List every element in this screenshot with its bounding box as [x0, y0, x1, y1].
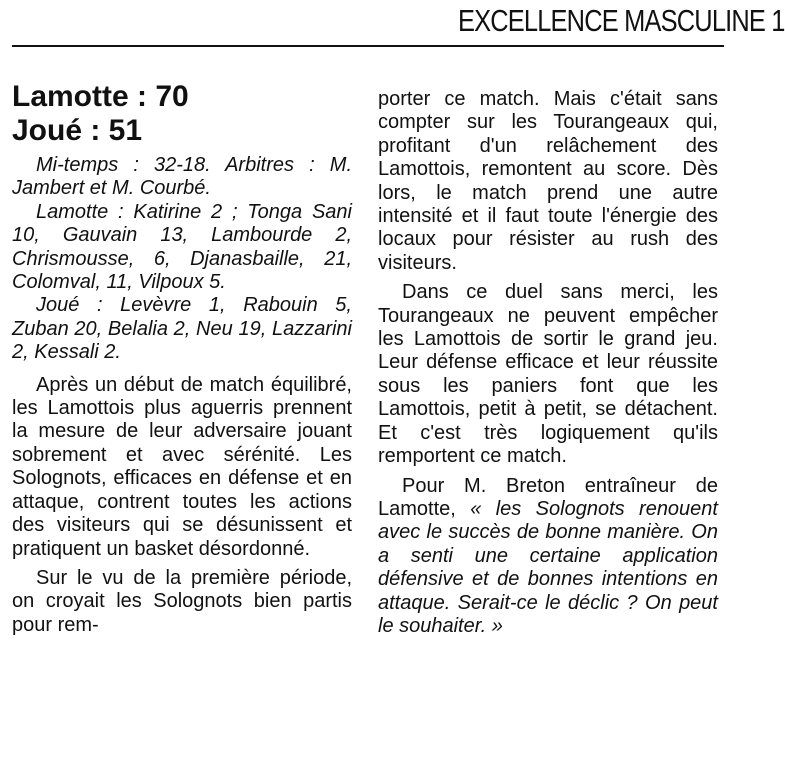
article-paragraph-1: Après un début de match équilibré, les Lamottois plus aguerris prennent la mesure de leur adversaire jouant sobrement et avec sérénité. Les Solognots, efficaces en défense et en attaque, contrent toutes les actions des visiteurs qui se désunissent et pratiquent un basket désordonné. [12, 373, 352, 560]
coach-quote: « les Solognots renouent avec le succès de bonne manière. On a senti une certaine application défensive et de bonnes intentions en attaque. Serait-ce le déclic ? On peut le souhaiter. » [378, 497, 718, 637]
article-paragraph-2-part-a: Sur le vu de la première période, on croyait les Solognots bien partis pour rem- [12, 566, 352, 636]
match-info-halftime: Mi-temps : 32-18. Arbitres : M. Jambert et M. Courbé. [12, 154, 352, 200]
headline-home-score: Lamotte : 70 [12, 80, 189, 113]
headline-away-score: Joué : 51 [12, 114, 143, 147]
match-info-joue-scorers: Joué : Levèvre 1, Rabouin 5, Zuban 20, Belalia 2, Neu 19, Lazzarini 2, Kessali 2. [12, 294, 352, 364]
coach-quote-lead: Pour M. Breton entraîneur de Lamotte, [378, 474, 718, 520]
article-paragraph-2-continued [378, 88, 718, 275]
article-paragraph-4 [378, 475, 718, 639]
article-paragraph-3: Dans ce duel sans merci, les Tourangeaux ne peuvent empêcher les Lamottois de sortir le grand jeu. Leur défense efficace et leur réussite sous les paniers font que les Lamottois, petit à petit, se détachent. Et c'est très logiquement qu'ils remportent ce match. [378, 281, 718, 468]
header-rule [12, 45, 724, 47]
article-column-right [378, 88, 718, 638]
section-title: EXCELLENCE MASCULINE 1 [457, 3, 785, 38]
article-paragraph-2-start [12, 567, 352, 637]
article-paragraph-2-part-b: porter ce match. Mais c'était sans compter sur les Tourangeaux qui, profitant d'un relâchement des Lamottois, remontent au score. Dès lors, le match prend une autre intensité et il faut toute l'énergie des locaux pour résister au rush des visiteurs. [378, 88, 718, 274]
match-info-lamotte-scorers: Lamotte : Katirine 2 ; Tonga Sani 10, Gauvain 13, Lambourde 2, Chrismousse, 6, Djanasbaille, 21, Colomval, 11, Vilpoux 5. [12, 200, 352, 294]
article-column-left [12, 80, 352, 637]
